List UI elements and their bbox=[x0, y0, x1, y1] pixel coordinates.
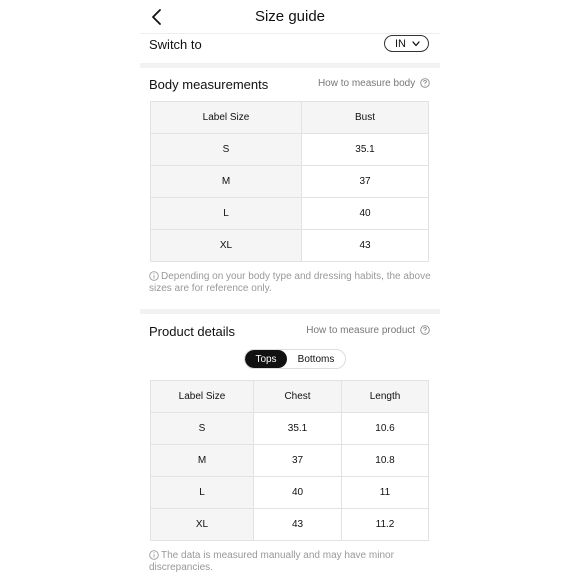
column-header: Chest bbox=[254, 381, 342, 413]
value-cell: 11 bbox=[342, 477, 429, 509]
value-cell: 40 bbox=[254, 477, 342, 509]
how-to-measure-product-link[interactable] bbox=[306, 325, 430, 336]
chevron-down-icon bbox=[412, 41, 420, 47]
size-cell: S bbox=[151, 413, 254, 445]
body-note-text: Depending on your body type and dressing habits, the above sizes are for reference only. bbox=[149, 271, 431, 294]
section-divider bbox=[140, 309, 440, 314]
product-details-table bbox=[150, 380, 429, 541]
header bbox=[140, 0, 440, 34]
value-cell: 43 bbox=[254, 509, 342, 541]
section-divider bbox=[140, 63, 440, 68]
column-header: Label Size bbox=[151, 381, 254, 413]
value-cell: 11.2 bbox=[342, 509, 429, 541]
size-guide-screen bbox=[140, 0, 440, 580]
product-details-title: Product details bbox=[149, 324, 235, 339]
column-header: Bust bbox=[302, 102, 429, 134]
value-cell: 35.1 bbox=[302, 134, 429, 166]
unit-dropdown[interactable] bbox=[384, 35, 429, 52]
help-icon bbox=[420, 325, 430, 335]
table-row bbox=[151, 509, 429, 541]
tab-tops[interactable]: Tops bbox=[245, 350, 287, 368]
value-cell: 10.6 bbox=[342, 413, 429, 445]
value-cell: 37 bbox=[302, 166, 429, 198]
how-to-measure-body-label: How to measure body bbox=[317, 78, 416, 89]
table-row bbox=[151, 230, 429, 262]
value-cell: 37 bbox=[254, 445, 342, 477]
size-cell: S bbox=[151, 134, 302, 166]
tab-bottoms[interactable]: Bottoms bbox=[297, 353, 335, 365]
info-icon bbox=[149, 271, 159, 281]
table-header-row bbox=[151, 381, 429, 413]
size-cell: XL bbox=[151, 509, 254, 541]
unit-value: IN bbox=[395, 38, 406, 50]
help-icon bbox=[420, 78, 430, 88]
switch-label: Switch to bbox=[149, 37, 202, 52]
size-cell: L bbox=[151, 198, 302, 230]
size-cell: M bbox=[151, 166, 302, 198]
info-icon bbox=[149, 550, 159, 560]
product-note-text: The data is measured manually and may have minor discrepancies. bbox=[149, 550, 394, 573]
column-header: Length bbox=[342, 381, 429, 413]
table-row bbox=[151, 413, 429, 445]
body-measurements-table bbox=[150, 101, 429, 262]
product-note bbox=[149, 550, 434, 574]
table-row bbox=[151, 445, 429, 477]
page-title: Size guide bbox=[254, 8, 326, 25]
table-row bbox=[151, 166, 429, 198]
body-measurements-title: Body measurements bbox=[149, 77, 269, 92]
how-to-measure-body-link[interactable] bbox=[318, 78, 430, 89]
value-cell: 35.1 bbox=[254, 413, 342, 445]
body-note bbox=[149, 271, 434, 295]
table-row bbox=[151, 198, 429, 230]
size-cell: XL bbox=[151, 230, 302, 262]
unit-switch-row bbox=[140, 34, 440, 64]
size-cell: L bbox=[151, 477, 254, 509]
size-cell: M bbox=[151, 445, 254, 477]
table-header-row bbox=[151, 102, 429, 134]
column-header: Label Size bbox=[151, 102, 302, 134]
product-tabs bbox=[244, 349, 346, 369]
value-cell: 10.8 bbox=[342, 445, 429, 477]
value-cell: 43 bbox=[302, 230, 429, 262]
how-to-measure-product-label: How to measure product bbox=[306, 325, 416, 336]
table-row bbox=[151, 134, 429, 166]
table-row bbox=[151, 477, 429, 509]
value-cell: 40 bbox=[302, 198, 429, 230]
